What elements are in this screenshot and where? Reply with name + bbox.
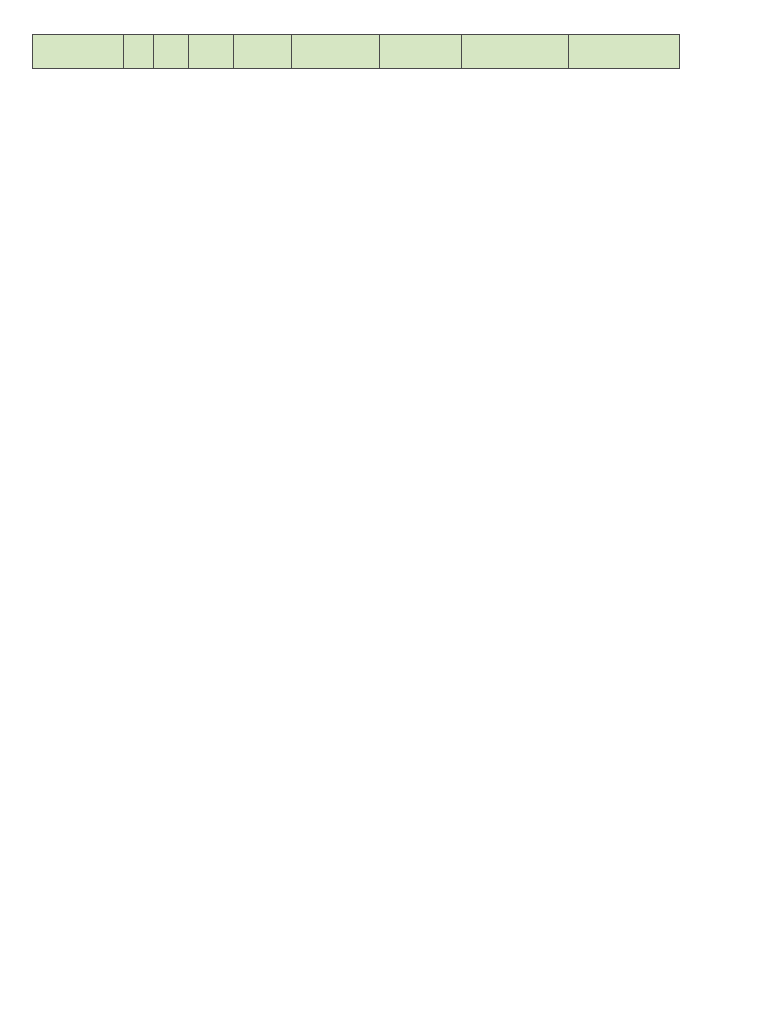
- header-mes: [189, 35, 234, 69]
- header-fecha-inicio: [292, 35, 380, 69]
- header-fecha-fin: [380, 35, 462, 69]
- maintenance-table-top: [32, 34, 680, 69]
- header-row: [33, 35, 680, 69]
- header-folio: [124, 35, 154, 69]
- header-actividad: [569, 35, 680, 69]
- header-falla: [462, 35, 569, 69]
- header-fecha-solicitud: [234, 35, 292, 69]
- header-linea: [154, 35, 189, 69]
- header-maquina: [33, 35, 124, 69]
